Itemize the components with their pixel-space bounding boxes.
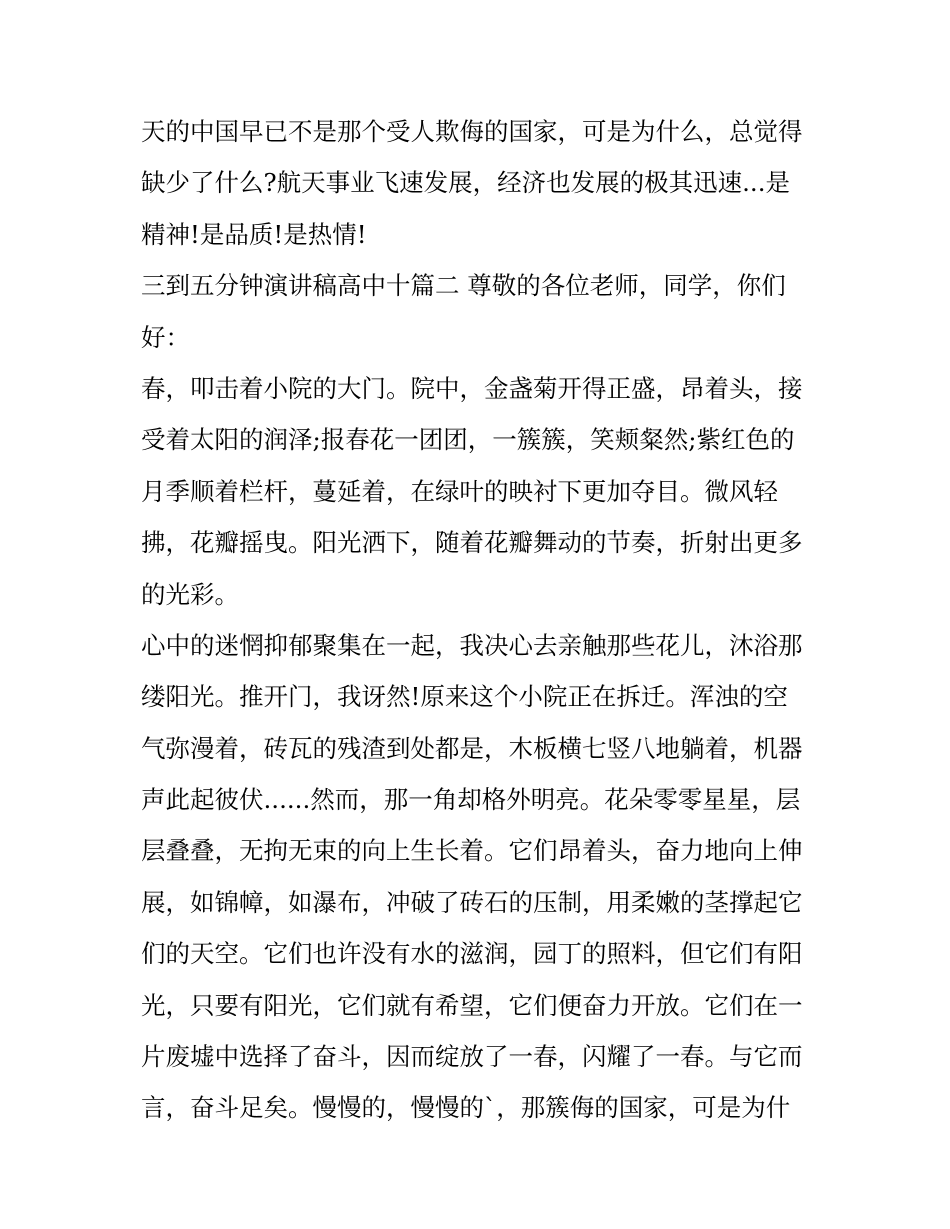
text-line: 春，叩击着小院的大门。院中，金盏菊开得正盛，昂着头，接	[141, 373, 803, 403]
text-line: 受着太阳的润泽;报春花一团团，一簇簇，笑颊粲然;紫红色的	[141, 425, 795, 455]
text-line: 声此起彼伏......然而，那一角却格外明亮。花朵零零星星，层	[141, 785, 801, 815]
text-line: 天的中国早已不是那个受人欺侮的国家，可是为什么，总觉得	[141, 117, 803, 146]
text-line: 缺少了什么?航天事业飞速发展，经济也发展的极其迅速...是	[141, 168, 790, 198]
heading-line: 三到五分钟演讲稿高中十篇二 尊敬的各位老师，同学，你们	[141, 271, 786, 301]
text-line: 层叠叠，无拘无束的向上生长着。它们昂着头，奋力地向上伸	[141, 836, 803, 866]
text-line: 月季顺着栏杆，蔓延着，在绿叶的映衬下更加夺目。微风轻	[141, 476, 778, 506]
text-line: 心中的迷惘抑郁聚集在一起，我决心去亲触那些花儿，沐浴那	[141, 630, 803, 660]
text-line: 片废墟中选择了奋斗，因而绽放了一春，闪耀了一春。与它而	[141, 1042, 803, 1072]
text-line: 缕阳光。推开门，我讶然!原来这个小院正在拆迁。浑浊的空	[141, 682, 788, 712]
text-line: 言，奋斗足矣。慢慢的，慢慢的`，那簇侮的国家，可是为什	[141, 1093, 791, 1123]
text-line: 光，只要有阳光，它们就有希望，它们便奋力开放。它们在一	[141, 990, 803, 1020]
text-line: 气弥漫着，砖瓦的残渣到处都是，木板横七竖八地躺着，机器	[141, 733, 803, 763]
text-line: 们的天空。它们也许没有水的滋润，园丁的照料，但它们有阳	[141, 939, 803, 969]
text-line: 的光彩。	[141, 579, 239, 609]
text-line: 精神!是品质!是热情!	[141, 219, 367, 249]
document-body	[141, 106, 821, 1134]
text-line: 拂，花瓣摇曳。阳光洒下，随着花瓣舞动的节奏，折射出更多	[141, 528, 803, 558]
text-line: 好：	[141, 322, 190, 352]
text-line: 展，如锦幛，如瀑布，冲破了砖石的压制，用柔嫩的茎撑起它	[141, 887, 803, 917]
